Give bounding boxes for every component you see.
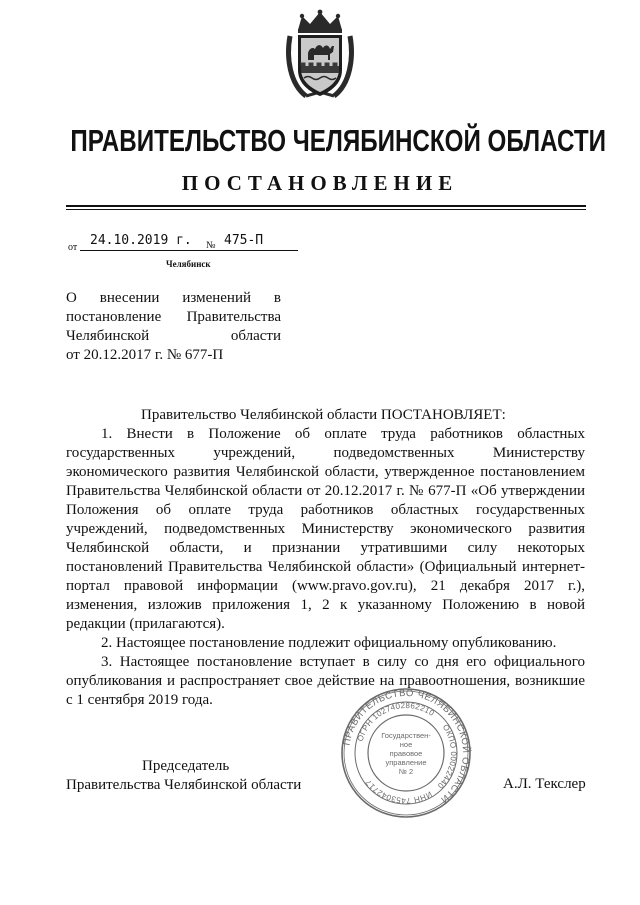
number-sign: № bbox=[206, 240, 216, 251]
document-type-heading: ПОСТАНОВЛЕНИЕ bbox=[181, 171, 459, 195]
seal-inn: ИНН 7453042717 bbox=[363, 777, 434, 806]
seal-center-text: управление bbox=[385, 758, 427, 767]
position-line: Председатель bbox=[142, 758, 230, 774]
document-body bbox=[66, 406, 585, 710]
seal-center-text: правовое bbox=[389, 749, 423, 758]
header-divider bbox=[66, 205, 586, 207]
decree-item-1: 1. Внести в Положение об оплате труда работников областных государственных учреждений, подведомственных Министерству экономического развития Челябинской области, утвержденное постановлением Правительства Челябинской области от 20.12.2017 г. № 677-П «Об утверждении Положения об оплате труда работников областных государственных учреждений, подведомственных Министерству экономического развития Челябинской области, и признании утратившими силу некоторых постановлений Правительства Челябинской области» (Официальный интернет-портал правовой информации (www.pravo.gov.ru), 21 декабря 2017 г.), изменения, изложив приложения 1, 2 к указанному Положению в новой редакции (прилагаются). bbox=[66, 426, 585, 632]
document-number: 475-П bbox=[224, 233, 264, 248]
subject-line: Челябинской области bbox=[66, 328, 281, 344]
position-line: Правительства Челябинской области bbox=[66, 777, 302, 793]
subject-line: постановление Правительства bbox=[66, 309, 281, 325]
decree-item-2: 2. Настоящее постановление подлежит официальному опубликованию. bbox=[101, 635, 557, 651]
document-subject bbox=[66, 289, 281, 365]
svg-text:ИНН 7453042717 bbox=[364, 778, 434, 805]
subject-line: О внесении изменений в bbox=[66, 290, 281, 306]
seal-okpo: ОКПО 00022440 bbox=[435, 722, 459, 791]
signatory-name: А.Л. Текслер bbox=[503, 776, 586, 792]
header-divider-thin bbox=[66, 209, 586, 210]
seal-center-text: ное bbox=[399, 740, 413, 749]
number-underline bbox=[218, 250, 298, 251]
dateline bbox=[68, 233, 308, 255]
signatory-position bbox=[66, 757, 301, 795]
decree-intro: Правительство Челябинской области ПОСТАНОВЛЯЕТ: bbox=[141, 407, 506, 423]
seal-ogrn: ОГРН 1027402862210 bbox=[355, 700, 436, 743]
seal-center-text: Государствен- bbox=[381, 731, 431, 740]
seal-outer-text: ПРАВИТЕЛЬСТВО ЧЕЛЯБИНСКОЙ ОБЛАСТИ bbox=[341, 687, 472, 806]
city-label: Челябинск bbox=[166, 259, 211, 269]
decree-item-3: 3. Настоящее постановление вступает в силу со дня его официального опубликования и распространяет свое действие на правоотношения, возникшие с 1 сентября 2019 года. bbox=[66, 654, 585, 708]
seal-center-text: № 2 bbox=[398, 767, 414, 776]
document-date: 24.10.2019 г. bbox=[90, 233, 192, 248]
government-title: ПРАВИТЕЛЬСТВО ЧЕЛЯБИНСКОЙ ОБЛАСТИ bbox=[70, 123, 606, 158]
subject-line: от 20.12.2017 г. № 677-П bbox=[66, 347, 224, 363]
coat-of-arms-icon bbox=[284, 8, 356, 104]
date-prefix: от bbox=[68, 242, 78, 253]
official-seal-icon bbox=[339, 686, 473, 820]
